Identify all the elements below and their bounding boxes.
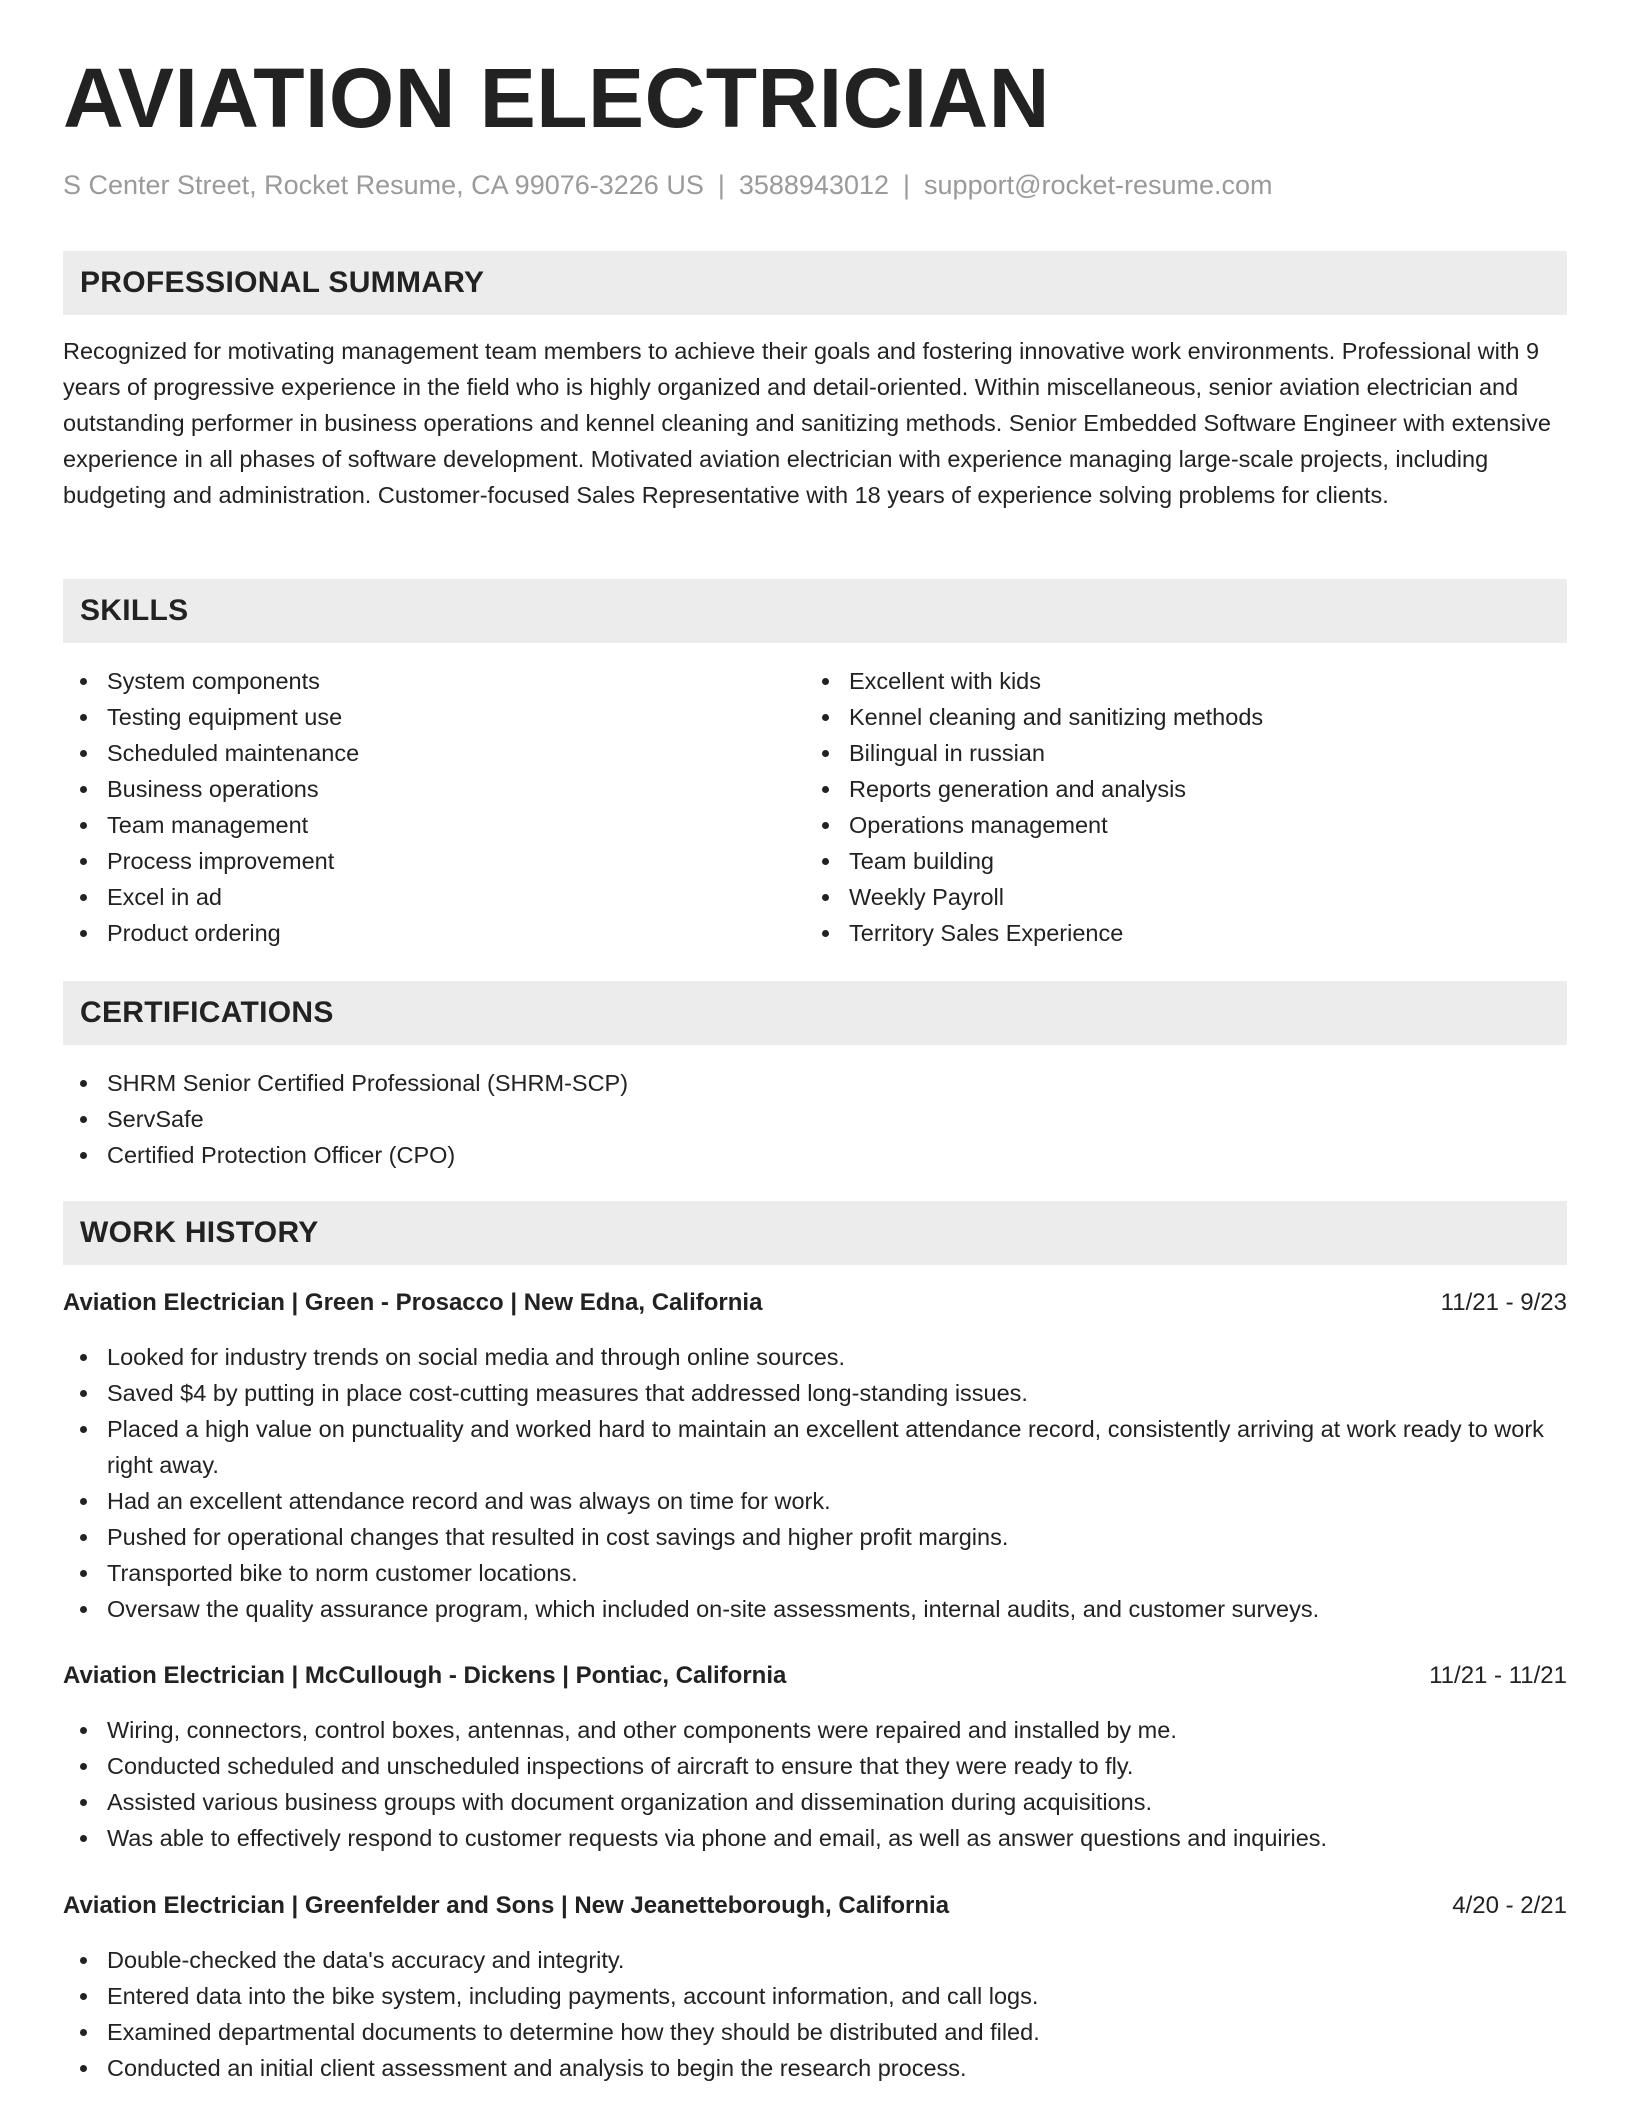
skill-item: Team building	[805, 843, 1505, 879]
contact-email[interactable]: support@rocket-resume.com	[924, 170, 1273, 200]
job-bullet: Conducted scheduled and unscheduled inspections of aircraft to ensure that they were ready to fly.	[63, 1748, 1567, 1784]
summary-text: Recognized for motivating management team members to achieve their goals and fostering innovative work environments. Professional with 9 years of progressive experience in the field who is highly organized and detail-oriented. Within miscellaneous, senior aviation electrician and outstanding performer in business operations and kennel cleaning and sanitizing methods. Senior Embedded Software Engineer with extensive experience in all phases of software development. Motivated aviation electrician with experience managing large-scale projects, including budgeting and administration. Customer-focused Sales Representative with 18 years of experience solving problems for clients.	[63, 338, 1551, 508]
job-bullet: Transported bike to norm customer locations.	[63, 1555, 1567, 1591]
job-dates: 11/21 - 11/21	[1429, 1662, 1567, 1689]
skills-list-right	[805, 663, 1505, 951]
contact-separator: |	[717, 170, 725, 200]
skill-item: Team management	[63, 807, 763, 843]
job-bullets	[63, 1339, 1567, 1627]
skill-item: Kennel cleaning and sanitizing methods	[805, 699, 1505, 735]
skill-item: System components	[63, 663, 763, 699]
job-title: Aviation Electrician | Green - Prosacco | New Edna, California	[63, 1289, 763, 1316]
job-title: Aviation Electrician | McCullough - Dickens | Pontiac, California	[63, 1662, 787, 1689]
skills-list-left	[63, 663, 763, 951]
job-bullet: Pushed for operational changes that resulted in cost savings and higher profit margins.	[63, 1519, 1567, 1555]
skill-item: Testing equipment use	[63, 699, 763, 735]
skill-item: Territory Sales Experience	[805, 915, 1505, 951]
certifications-list	[63, 1065, 1567, 1173]
job-bullet: Double-checked the data's accuracy and integrity.	[63, 1942, 1567, 1978]
section-title: PROFESSIONAL SUMMARY	[80, 266, 485, 299]
certification-item: Certified Protection Officer (CPO)	[63, 1137, 1567, 1173]
skill-item: Excel in ad	[63, 879, 763, 915]
job-dates: 11/21 - 9/23	[1440, 1289, 1567, 1316]
contact-separator: |	[903, 170, 911, 200]
section-header-skills	[63, 579, 1567, 643]
job-bullets	[63, 1712, 1567, 1856]
job-bullet: Wiring, connectors, control boxes, antennas, and other components were repaired and installed by me.	[63, 1712, 1567, 1748]
job-bullet: Oversaw the quality assurance program, which included on-site assessments, internal audits, and customer surveys.	[63, 1591, 1567, 1627]
skill-item: Bilingual in russian	[805, 735, 1505, 771]
certification-item: SHRM Senior Certified Professional (SHRM-SCP)	[63, 1065, 1567, 1101]
job-bullet: Conducted an initial client assessment and analysis to begin the research process.	[63, 2050, 1567, 2086]
section-header-summary	[63, 251, 1567, 315]
section-header-certifications	[63, 981, 1567, 1045]
skill-item: Process improvement	[63, 843, 763, 879]
job-bullet: Had an excellent attendance record and was always on time for work.	[63, 1483, 1567, 1519]
section-header-work-history	[63, 1201, 1567, 1265]
job-bullet: Looked for industry trends on social media and through online sources.	[63, 1339, 1567, 1375]
certification-item: ServSafe	[63, 1101, 1567, 1137]
job-bullet: Examined departmental documents to determine how they should be distributed and filed.	[63, 2014, 1567, 2050]
contact-phone: 3588943012	[738, 170, 890, 200]
job-header	[63, 1285, 1567, 1321]
section-title: CERTIFICATIONS	[80, 996, 334, 1029]
contact-line	[63, 169, 1273, 201]
job-title: Aviation Electrician | Greenfelder and Sons | New Jeanetteborough, California	[63, 1892, 950, 1919]
job-header	[63, 1888, 1567, 1924]
resume-name: AVIATION ELECTRICIAN	[63, 51, 1050, 145]
skill-item: Scheduled maintenance	[63, 735, 763, 771]
skill-item: Excellent with kids	[805, 663, 1505, 699]
skill-item: Reports generation and analysis	[805, 771, 1505, 807]
section-title: WORK HISTORY	[80, 1216, 319, 1249]
skill-item: Business operations	[63, 771, 763, 807]
skill-item: Product ordering	[63, 915, 763, 951]
contact-address: S Center Street, Rocket Resume, CA 99076-3226 US	[63, 170, 704, 200]
job-bullet: Saved $4 by putting in place cost-cutting measures that addressed long-standing issues.	[63, 1375, 1567, 1411]
job-bullets	[63, 1942, 1567, 2086]
job-bullet: Assisted various business groups with document organization and dissemination during acquisitions.	[63, 1784, 1567, 1820]
skill-item: Weekly Payroll	[805, 879, 1505, 915]
job-bullet: Entered data into the bike system, including payments, account information, and call logs.	[63, 1978, 1567, 2014]
job-bullet: Was able to effectively respond to customer requests via phone and email, as well as answer questions and inquiries.	[63, 1820, 1567, 1856]
job-dates: 4/20 - 2/21	[1452, 1892, 1567, 1919]
skill-item: Operations management	[805, 807, 1505, 843]
job-header	[63, 1658, 1567, 1694]
section-title: SKILLS	[80, 594, 189, 627]
job-bullet: Placed a high value on punctuality and worked hard to maintain an excellent attendance record, consistently arriving at work ready to work right away.	[63, 1411, 1567, 1483]
